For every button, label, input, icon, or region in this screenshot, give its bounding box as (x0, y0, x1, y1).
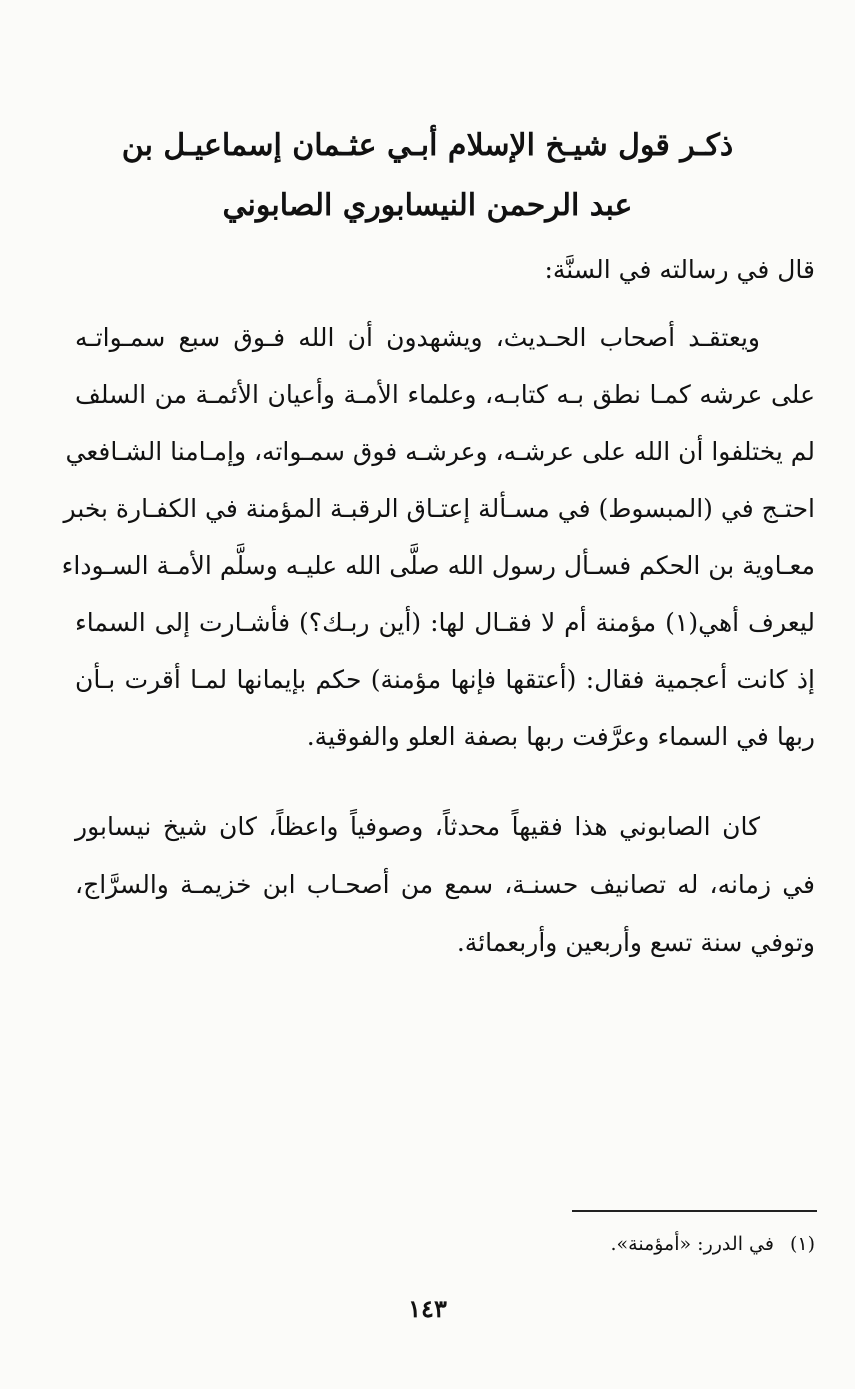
paragraph-2-line: كان الصابوني هذا فقيهاً محدثاً، وصوفياً واعظاً، كان شيخ نيسابور (75, 812, 760, 841)
paragraph-1-line: لم يختلفوا أن الله على عرشـه، وعرشـه فوق سمـواته، وإمـامنا الشـافعي (65, 437, 815, 466)
paragraph-1-line: معـاوية بن الحكم فسـأل رسول الله صلَّى الله عليـه وسلَّم الأمـة السـوداء (61, 551, 815, 580)
footnote-number: (١) (789, 1233, 815, 1255)
paragraph-1-line: ويعتقـد أصحاب الحـديث، ويشهدون أن الله فـوق سبع سمـواتـه (75, 323, 760, 352)
paragraph-2-line: في زمانه، له تصانيف حسنـة، سمع من أصحـاب ابن خزيمـة والسرَّاج، (75, 870, 815, 899)
heading-line-1: ذكـر قول شيـخ الإسلام أبـي عثـمان إسماعيـل بن (121, 128, 734, 163)
paragraph-1-line: ربها في السماء وعرَّفت ربها بصفة العلو والفوقية. (306, 722, 815, 751)
footnote-text: في الدرر: «أمؤمنة». (610, 1233, 774, 1255)
paragraph-1-line: إذ كانت أعجمية فقال: (أعتقها فإنها مؤمنة) حكم بإيمانها لمـا أقرت بـأن (75, 665, 815, 694)
paragraph-1-line: ليعرف أهي(١) مؤمنة أم لا فقـال لها: (أين ربـك؟) فأشـارت إلى السماء (75, 608, 815, 637)
paragraph-1-line: على عرشه كمـا نطق بـه كتابـه، وعلماء الأمـة وأعيان الأئمـة من السلف (75, 380, 815, 409)
page-number: ١٤٣ (408, 1294, 447, 1323)
intro-line: قال في رسالته في السنَّة: (544, 255, 815, 284)
paragraph-2-line: وتوفي سنة تسع وأربعين وأربعمائة. (456, 928, 815, 957)
footnote-divider (572, 1210, 817, 1212)
heading-line-2: عبد الرحمن النيسابوري الصابوني (222, 188, 633, 223)
footnote (610, 1233, 815, 1255)
paragraph-1-line: احتـج في (المبسوط) في مسـألة إعتـاق الرقبـة المؤمنة في الكفـارة بخبر (63, 494, 815, 523)
